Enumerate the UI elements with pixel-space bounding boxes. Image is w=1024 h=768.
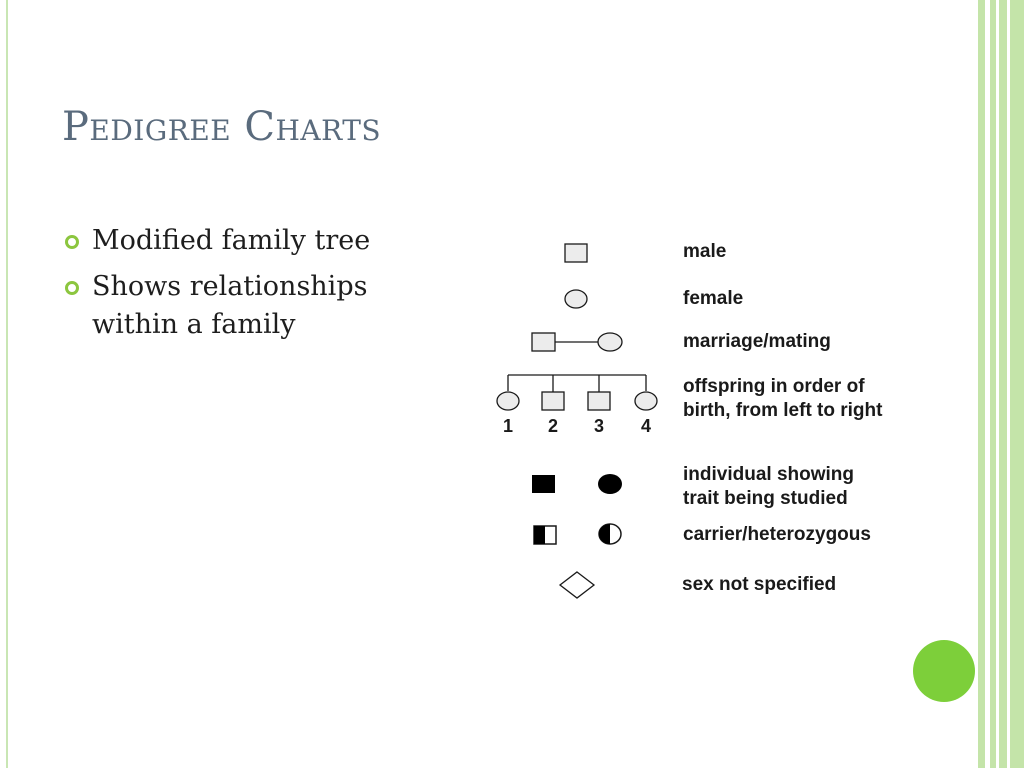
- birth-order-number: 1: [502, 416, 514, 436]
- bullet-marker-icon: [65, 281, 79, 295]
- birth-order-number: 3: [593, 416, 605, 436]
- marriage-symbol-icon: [532, 333, 622, 351]
- pedigree-legend: [480, 225, 970, 610]
- side-stripe: [978, 0, 985, 768]
- legend-label-offspring-1: offspring in order of: [683, 376, 865, 397]
- carrier-female-icon: [599, 524, 621, 544]
- carrier-male-icon: [534, 526, 556, 544]
- legend-label-marriage: marriage/mating: [683, 331, 831, 352]
- bullet-marker-icon: [65, 235, 79, 249]
- bullet-list: [62, 222, 422, 352]
- bullet-item: [62, 222, 422, 260]
- affected-male-icon: [532, 475, 555, 493]
- birth-order-number: 4: [640, 416, 652, 436]
- legend-label-male: male: [683, 241, 727, 262]
- legend-label-affected-1: individual showing: [683, 464, 854, 485]
- legend-label-affected-2: trait being studied: [683, 488, 848, 509]
- birth-order-number: 2: [547, 416, 559, 436]
- diamond-icon: [560, 572, 594, 598]
- side-stripe: [1010, 0, 1024, 768]
- offspring-symbol-icon: [497, 375, 657, 410]
- bullet-text: Modified family tree: [92, 225, 371, 256]
- legend-label-unspecified: sex not specified: [682, 574, 837, 595]
- slide-title: Pedigree Charts: [62, 104, 382, 150]
- legend-label-female: female: [683, 288, 744, 309]
- side-stripe: [999, 0, 1007, 768]
- affected-female-icon: [598, 474, 622, 494]
- bullet-item: [62, 268, 422, 344]
- male-square-icon: [565, 244, 587, 262]
- female-circle-icon: [565, 290, 587, 308]
- legend-label-offspring-2: birth, from left to right: [683, 400, 883, 421]
- bullet-text: Shows relationships within a family: [92, 271, 368, 340]
- green-circle-ornament: [913, 640, 975, 702]
- legend-label-carrier: carrier/heterozygous: [683, 524, 871, 545]
